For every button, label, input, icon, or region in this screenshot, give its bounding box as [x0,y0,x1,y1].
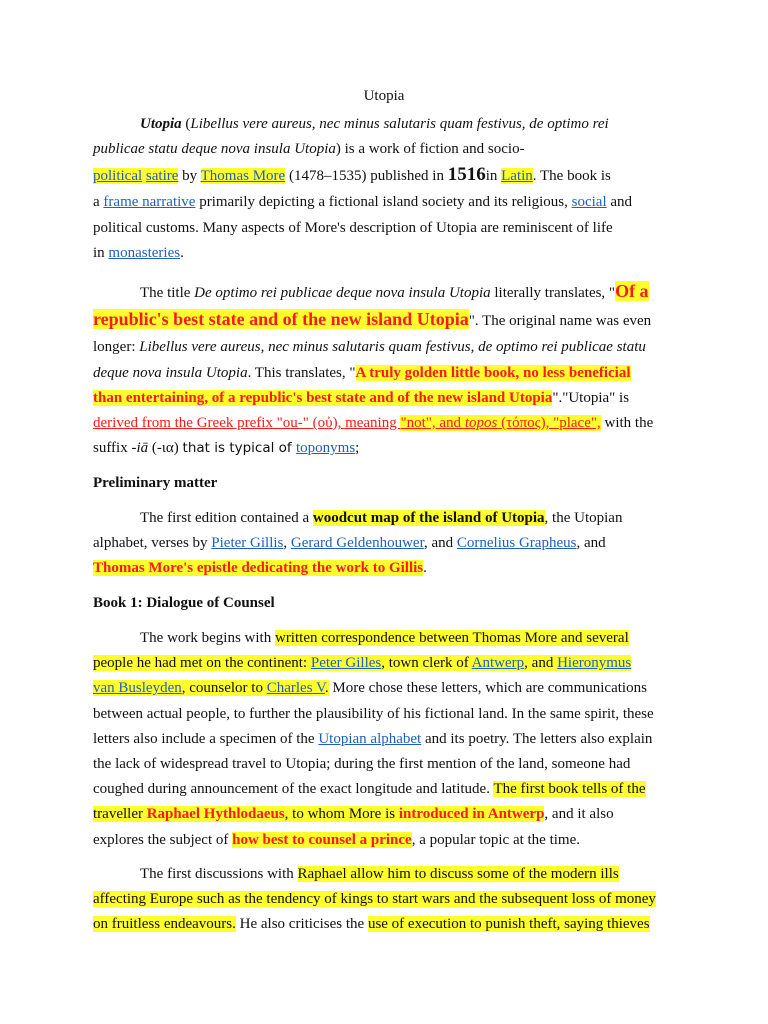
para4-line4: between actual people, to further the plausibility of his fictional land. In the same spirit, these [93,706,654,722]
text: that is typical of [182,440,296,456]
heading-book-1: Book 1: Dialogue of Counsel [93,595,275,611]
text: primarily depicting a fictional island society and its religious, [195,194,572,210]
para3-line2 [93,534,606,552]
text: and its poetry. The letters also explain [421,731,653,747]
para1-line4 [93,193,632,211]
link-frame-narrative[interactable]: frame narrative [103,194,196,210]
para1-line3 [93,166,611,185]
para2-line7 [93,439,359,457]
para5-line3 [93,915,650,933]
highlight-execution: use of execution to punish theft, saying thieves [367,916,650,932]
latin-title: De optimo rei publicae deque nova insula Utopia [194,285,491,301]
text: , and [524,655,558,671]
text: . [423,560,427,576]
text: , [283,535,291,551]
para2-line4 [93,364,631,382]
text: suffix - [93,440,137,456]
text: explores the subject of [93,832,233,848]
para2-line5 [93,389,629,407]
document-title: Utopia [363,88,405,104]
text: , and [423,535,457,551]
text: , and [576,535,606,551]
text: letters also include a specimen of the [93,731,319,747]
text: The first edition contained a [140,510,313,526]
para4-line9 [93,831,580,849]
text: alphabet, verses by [93,535,212,551]
introduced-in-antwerp: introduced in Antwerp [398,806,545,822]
para1-line2 [93,140,525,158]
text: . [180,245,184,261]
para2-line2 [93,310,651,330]
year-1516: 1516 [447,164,486,185]
text: . This translates, " [247,365,356,381]
latin-title-full-cont: publicae statu deque nova insula Utopia [93,141,336,157]
text: (1478–1535) published in [285,168,448,184]
highlight-first-book: The first book tells of the [493,781,646,797]
para1-line5: political customs. Many aspects of More's description of Utopia are reminiscent of life [93,220,613,236]
text: in [93,245,109,261]
highlight-woodcut: woodcut map of the island of Utopia [312,510,545,526]
utopia-bold-title: Utopia [140,116,182,132]
suffix-ia: iā [136,440,149,456]
text: traveller [93,806,147,822]
libellus-title: Libellus vere aureus, nec minus salutaris quam festivus, de optimo rei publicae statu [139,339,646,355]
text: , to whom More is [284,806,399,822]
link-monasteries[interactable]: monasteries [108,245,181,261]
raphael-name: Raphael Hythlodaeus [146,806,285,822]
para4-line7 [93,780,646,798]
topos-word: topos [464,415,498,431]
link-charles-v[interactable]: Charles V [266,680,325,696]
link-satire[interactable]: satire [145,168,179,184]
text: , counselor to [181,680,267,696]
para2-line1 [140,282,649,302]
highlight-republic: republic's best state and of the new island Utopia [93,309,469,329]
text: ; [355,440,360,456]
text: . [324,680,329,696]
link-political[interactable]: political [93,168,143,184]
text: coughed during announcement of the exact longitude and latitude. [93,781,494,797]
highlight-written-correspondence: written correspondence between Thomas More and several [274,630,629,646]
text: "not", and [400,415,465,431]
para5-line2 [93,890,656,908]
text: The work begins with [140,630,275,646]
derived-text: derived from the Greek prefix "ou-" (οὐ), meaning [93,415,401,431]
link-utopian-alphabet[interactable]: Utopian alphabet [318,731,422,747]
link-cornelius-grapheus[interactable]: Cornelius Grapheus [456,535,577,551]
highlight-raphael-allow: Raphael allow him to discuss some of the modern ills [297,866,619,882]
highlight-of-a: Of a [615,281,649,301]
link-toponyms[interactable]: toponyms [295,440,356,456]
text: The title [140,285,195,301]
text: in [485,168,502,184]
link-gerard-geldenhouwer[interactable]: Gerard Geldenhouwer [290,535,424,551]
text: ) is a work of fiction and socio- [335,141,525,157]
highlight-affecting-europe: affecting Europe such as the tendency of kings to start wars and the subsequent loss of money [93,891,656,907]
text: , a popular topic at the time. [411,832,580,848]
para3-line3 [93,559,427,577]
text: (τόπος), "place", [497,415,601,431]
highlight-counsel-prince: how best to counsel a prince [232,832,412,848]
link-latin[interactable]: Latin [501,168,533,184]
para4-line1 [140,629,629,647]
highlight-fruitless: on fruitless endeavours. [93,916,236,932]
para4-line2 [93,654,631,672]
link-thomas-more[interactable]: Thomas More [200,168,286,184]
text: "."Utopia" is [552,390,630,406]
para2-line6 [93,414,653,432]
highlight-epistle: Thomas More's epistle dedicating the work to Gillis [93,560,424,576]
text: . The book is [532,168,611,184]
text: and [606,194,633,210]
text: He also criticises the [235,916,368,932]
para3-line1 [140,509,622,527]
text: ". The original name was even [468,313,652,329]
latin-title-full: Libellus vere aureus, nec minus salutaris quam festivus, de optimo rei [190,116,609,132]
text: literally translates, " [490,285,616,301]
libellus-title-cont: deque nova insula Utopia [93,365,248,381]
highlight-truly-golden: A truly golden little book, no less beneficial [355,365,631,381]
para1-line6 [93,244,184,262]
text: , and it also [544,806,614,822]
para5-line1 [140,865,619,883]
link-pieter-gillis[interactable]: Pieter Gillis [211,535,284,551]
para4-line3 [93,679,647,697]
link-antwerp[interactable]: Antwerp [471,655,525,671]
link-peter-gilles[interactable]: Peter Gilles [310,655,382,671]
para1-line1 [140,115,609,133]
text: , town clerk of [381,655,472,671]
link-van-busleyden[interactable]: van Busleyden [93,680,182,696]
text: ( [181,116,191,132]
para4-line8 [93,805,614,823]
highlight-than-entertaining: than entertaining, of a republic's best state and of the new island Utopia [93,390,553,406]
heading-preliminary-matter: Preliminary matter [93,475,218,491]
text: by [178,168,201,184]
link-social[interactable]: social [571,194,607,210]
text: (-ια) [148,440,183,456]
para4-line6: the lack of widespread travel to Utopia; during the first mention of the land, someone had [93,756,631,772]
text: people he had met on the continent: [93,655,311,671]
text: More chose these letters, which are communications [328,680,647,696]
text: , the Utopian [544,510,623,526]
link-hieronymus[interactable]: Hieronymus [557,655,632,671]
text: a [93,194,104,210]
text: The first discussions with [140,866,298,882]
para4-line5 [93,730,652,748]
text: longer: [93,339,140,355]
para2-line3 [93,338,646,356]
text: with the [600,415,654,431]
